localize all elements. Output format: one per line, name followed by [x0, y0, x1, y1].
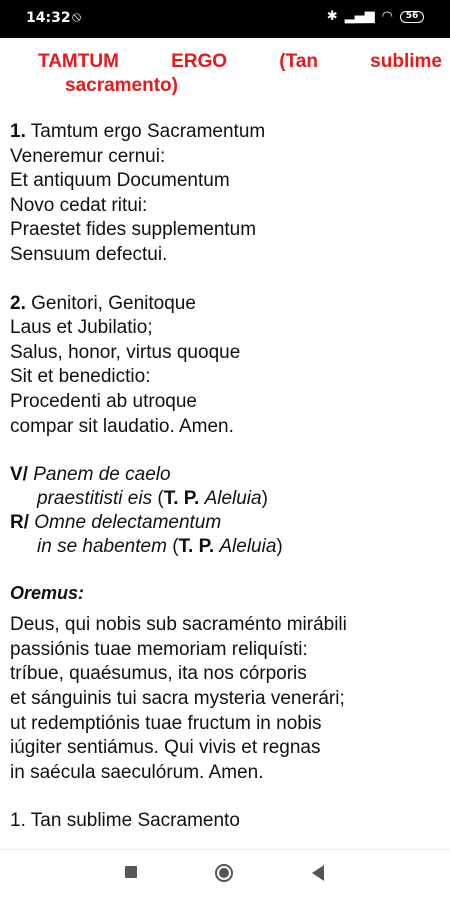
prayer-line: passiónis tuae memoriam reliquísti: [10, 638, 308, 660]
do-not-disturb-icon: ⦸ [72, 9, 82, 25]
prayer-line: in saécula saeculórum. Amen. [10, 761, 264, 783]
title-word-4: sublime [370, 51, 442, 72]
battery-level: 56 [405, 10, 419, 21]
prayer-line: iúgiter sentiámus. Qui vivis et regnas [10, 737, 321, 759]
prayer-line: et sánguinis tui sacra mysteria venerári; [10, 687, 345, 709]
stanza-2-line: compar sit laudatio. Amen. [10, 415, 234, 437]
prayer-line: Deus, qui nobis sub sacraménto mirábili [10, 614, 347, 636]
versicle-mark: V/ [10, 464, 28, 486]
status-bar [0, 0, 450, 38]
stanza-2-line: Procedenti ab utroque [10, 390, 197, 412]
stanza-2 [10, 292, 442, 440]
title-word-1: TAMTUM [38, 51, 119, 72]
wifi-icon: ◠ [381, 9, 393, 24]
back-button[interactable] [312, 865, 324, 881]
versicle-line-2: praestitisti eis [37, 488, 153, 510]
response-line-1: Omne delectamentum [34, 512, 222, 534]
prayer [10, 613, 442, 785]
response-tp: T. P. [178, 536, 215, 558]
status-time: 14:32 [26, 10, 71, 26]
hymn-content [10, 50, 442, 834]
title-word-3: (Tan [279, 51, 318, 72]
title-word-2: ERGO [171, 51, 228, 72]
spanish-line: 1. Tan sublime Sacramento [10, 810, 240, 832]
oremus-heading: Oremus: [10, 583, 85, 604]
response-mark: R/ [10, 512, 29, 534]
home-button[interactable] [215, 864, 233, 882]
stanza-2-number: 2. [10, 292, 26, 314]
title-line-2: sacramento) [65, 75, 178, 96]
status-icons [327, 9, 424, 24]
stanza-1-line: Et antiquum Documentum [10, 170, 230, 192]
spanish-stanza-start [10, 809, 442, 834]
navigation-bar [0, 849, 450, 900]
stanza-1-line: Novo cedat ritui: [10, 194, 148, 216]
stanza-1-line: Praestet fides supplementum [10, 219, 257, 241]
hymn-title [10, 50, 442, 98]
stanza-2-line: Genitori, Genitoque [31, 292, 196, 314]
versicle-aleluia: Aleluia [204, 488, 262, 510]
stanza-1-line: Veneremur cernui: [10, 145, 166, 167]
battery-icon [400, 11, 424, 23]
stanza-1-line: Sensuum defectui. [10, 243, 168, 265]
prayer-line: ut redemptiónis tuae fructum in nobis [10, 712, 322, 734]
stanza-1 [10, 120, 442, 268]
signal-icon: ▂▄▆ [344, 9, 375, 24]
versicle-tp: T. P. [163, 488, 200, 510]
recent-apps-button[interactable] [125, 866, 137, 878]
stanza-2-line: Salus, honor, virtus quoque [10, 341, 241, 363]
stanza-2-line: Laus et Jubilatio; [10, 317, 153, 339]
stanza-1-number: 1. [10, 121, 26, 142]
prayer-line: tríbue, quaésumus, ita nos córporis [10, 663, 307, 685]
bluetooth-icon: ✱ [326, 9, 338, 24]
response-aleluia: Aleluia [219, 536, 277, 558]
response-line-2: in se habentem [37, 536, 167, 558]
stanza-1-line: Tamtum ergo Sacramentum [30, 121, 266, 142]
versicle-response: V/ Panem de caelo praestitisti eis (T. P. Aleluia) R/ Omne delectamentum in se habentem (T. P. Aleluia) [10, 464, 283, 558]
stanza-2-line: Sit et benedictio: [10, 366, 151, 388]
versicle-line-1: Panem de caelo [33, 464, 171, 486]
